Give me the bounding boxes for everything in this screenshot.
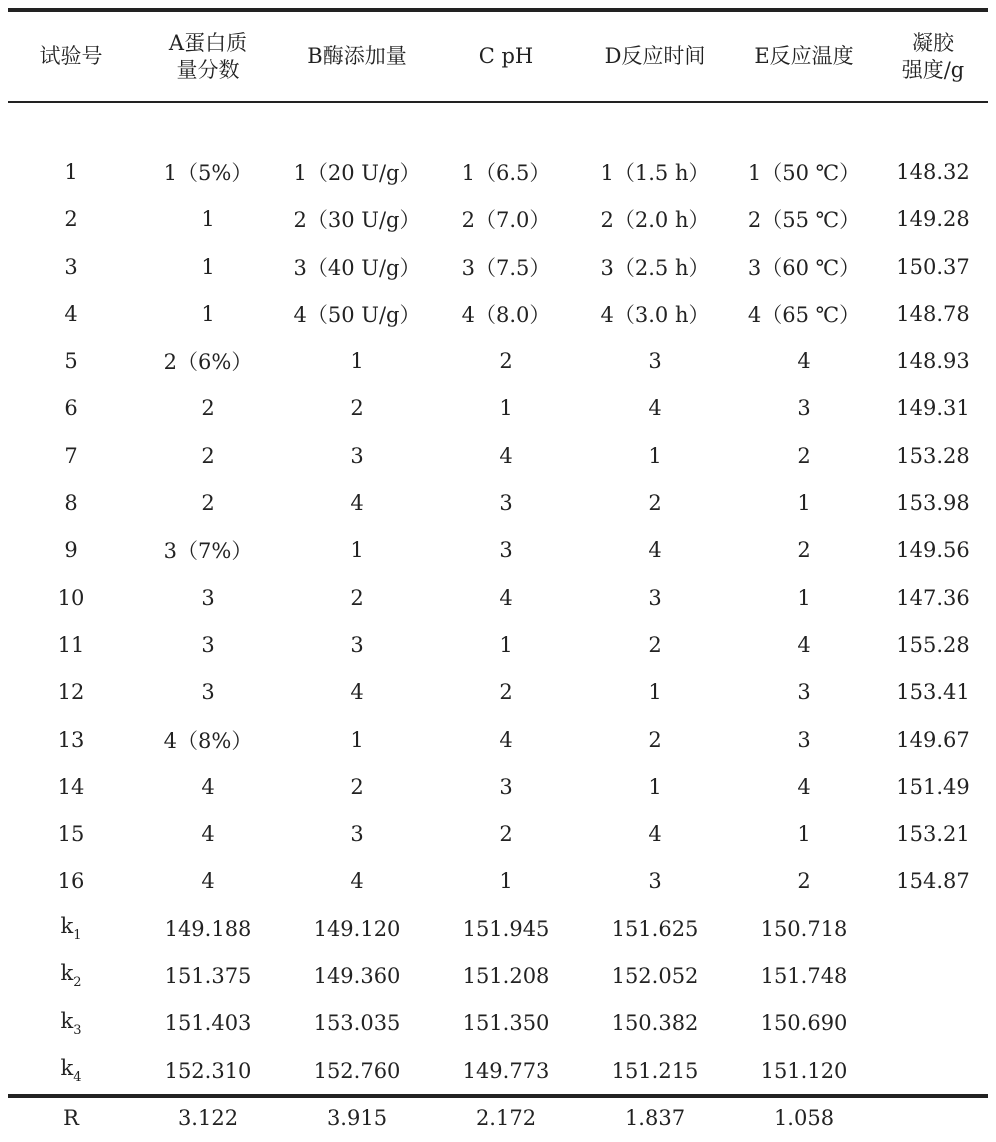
table-cell: 3（40 U/g） xyxy=(293,255,421,280)
table-cell: 3 xyxy=(499,538,513,563)
summary-label xyxy=(8,952,134,999)
summary-cell: 3.915 xyxy=(326,1105,388,1130)
table-cell: 4（65 ℃） xyxy=(747,302,861,327)
table-cell: 1 xyxy=(64,159,78,184)
table-cell: 153.98 xyxy=(896,491,970,516)
table-cell: 151.49 xyxy=(896,774,970,799)
summary-cell: 151.350 xyxy=(462,1011,550,1036)
table-cell: 4 xyxy=(797,632,811,657)
table-cell: 4 xyxy=(350,680,364,705)
summary-cell: 151.748 xyxy=(760,963,848,988)
table-row xyxy=(8,337,988,384)
table-row xyxy=(8,196,988,243)
summary-empty-cell xyxy=(878,1000,988,1047)
table-cell: 149.56 xyxy=(896,538,970,563)
table-cell: 14 xyxy=(57,774,85,799)
summary-cell: 152.760 xyxy=(313,1058,401,1083)
summary-label xyxy=(8,1000,134,1047)
table-row xyxy=(8,810,988,857)
table-cell: 2（55 ℃） xyxy=(747,208,861,233)
column-header: C pH xyxy=(478,44,534,68)
summary-cell: 149.773 xyxy=(462,1058,550,1083)
table-row xyxy=(8,290,988,337)
table-cell: 3 xyxy=(648,869,662,894)
summary-cell: 152.052 xyxy=(611,963,699,988)
table-row xyxy=(8,574,988,621)
table-cell: 2（2.0 h） xyxy=(600,208,710,233)
table-cell: 6 xyxy=(64,396,78,421)
summary-label xyxy=(8,905,134,952)
table-cell: 2 xyxy=(797,538,811,563)
table-cell: 3 xyxy=(64,254,78,279)
table-cell: 3 xyxy=(201,680,215,705)
table-cell: 12 xyxy=(57,680,85,705)
summary-label-text: R xyxy=(63,1105,79,1130)
table-cell: 1（20 U/g） xyxy=(293,160,421,185)
table-cell: 4 xyxy=(648,396,662,421)
table-cell: 148.78 xyxy=(896,301,970,326)
table-cell: 4 xyxy=(499,443,513,468)
table-cell: 3 xyxy=(499,774,513,799)
table-cell: 155.28 xyxy=(896,632,970,657)
summary-cell: 150.382 xyxy=(611,1011,699,1036)
table-row xyxy=(8,479,988,526)
table-cell: 1（5%） xyxy=(163,160,253,185)
table-cell: 153.41 xyxy=(896,680,970,705)
table-cell: 2 xyxy=(499,822,513,847)
column-header: D反应时间 xyxy=(604,44,706,68)
summary-cell: 153.035 xyxy=(313,1011,401,1036)
table-cell: 4（3.0 h） xyxy=(600,302,710,327)
table-cell: 3 xyxy=(201,585,215,610)
summary-cell: 2.172 xyxy=(475,1105,537,1130)
table-cell: 4 xyxy=(201,774,215,799)
table-row xyxy=(8,669,988,716)
table-cell: 1 xyxy=(648,443,662,468)
table-cell: 7 xyxy=(64,443,78,468)
table-cell: 2 xyxy=(64,207,78,232)
column-header: E反应温度 xyxy=(754,44,854,68)
table-cell: 1 xyxy=(797,585,811,610)
summary-label xyxy=(8,1047,134,1094)
summary-label-text: k xyxy=(60,961,74,986)
table-cell: 2 xyxy=(797,869,811,894)
summary-label-subscript: 4 xyxy=(73,1070,82,1086)
table-cell: 3 xyxy=(350,822,364,847)
table-cell: 2 xyxy=(499,349,513,374)
summary-empty-cell xyxy=(878,952,988,999)
table-cell: 1（6.5） xyxy=(461,160,551,185)
table-cell: 2（6%） xyxy=(163,350,253,375)
summary-cell: 1.837 xyxy=(624,1105,686,1130)
summary-cell: 1.058 xyxy=(773,1105,835,1130)
summary-cell: 151.945 xyxy=(462,916,550,941)
table-header xyxy=(8,12,988,101)
summary-empty-cell xyxy=(878,1047,988,1094)
table-cell: 13 xyxy=(57,727,85,752)
summary-cell: 151.215 xyxy=(611,1058,699,1083)
summary-cell: 151.120 xyxy=(760,1058,848,1083)
table-cell: 11 xyxy=(57,632,85,657)
table-cell: 1（50 ℃） xyxy=(747,160,861,185)
table-cell: 2 xyxy=(350,585,364,610)
table-row xyxy=(8,148,988,195)
table-cell: 2 xyxy=(499,680,513,705)
table-row xyxy=(8,243,988,290)
table-cell: 4 xyxy=(350,491,364,516)
data-table xyxy=(8,12,988,1142)
summary-cell: 151.375 xyxy=(164,963,252,988)
header-row xyxy=(8,12,988,101)
table-cell: 1 xyxy=(350,727,364,752)
table-cell: 3 xyxy=(350,632,364,657)
summary-label-subscript: 2 xyxy=(73,975,82,991)
summary-row xyxy=(8,1047,988,1094)
table-cell: 4 xyxy=(797,349,811,374)
table-cell: 147.36 xyxy=(896,585,970,610)
table-cell: 16 xyxy=(57,869,85,894)
table-cell: 2 xyxy=(350,774,364,799)
summary-row xyxy=(8,952,988,999)
column-header: B酶添加量 xyxy=(307,44,407,68)
summary-label-text: k xyxy=(60,1008,74,1033)
table-cell: 1 xyxy=(648,774,662,799)
table-cell: 148.93 xyxy=(896,349,970,374)
summary-label xyxy=(8,1094,134,1141)
table-cell: 4 xyxy=(499,585,513,610)
table-cell: 15 xyxy=(57,822,85,847)
summary-cell: 149.360 xyxy=(313,963,401,988)
table-cell: 1 xyxy=(499,632,513,657)
table-cell: 8 xyxy=(64,491,78,516)
table-cell: 4（8%） xyxy=(163,728,253,753)
table-cell: 3（60 ℃） xyxy=(747,255,861,280)
table-cell: 1 xyxy=(350,349,364,374)
table-row xyxy=(8,716,988,763)
column-header: 凝胶 强度/g xyxy=(901,30,965,82)
summary-row xyxy=(8,905,988,952)
table-cell: 2 xyxy=(648,632,662,657)
summary-cell: 150.718 xyxy=(760,916,848,941)
table-row xyxy=(8,621,988,668)
table-cell: 4（8.0） xyxy=(461,302,551,327)
table-cell: 9 xyxy=(64,538,78,563)
table-cell: 1 xyxy=(499,396,513,421)
summary-cell: 3.122 xyxy=(177,1105,239,1130)
table-cell: 2（30 U/g） xyxy=(293,208,421,233)
summary-cell: 149.188 xyxy=(164,916,252,941)
table-cell: 1 xyxy=(797,822,811,847)
table-cell: 3 xyxy=(499,491,513,516)
table-cell: 4 xyxy=(648,538,662,563)
table-cell: 4 xyxy=(201,869,215,894)
table-cell: 3 xyxy=(648,585,662,610)
summary-cell: 151.208 xyxy=(462,963,550,988)
table-row xyxy=(8,527,988,574)
summary-label-subscript: 1 xyxy=(73,928,82,944)
table-cell: 1 xyxy=(201,301,215,326)
summary-cell: 150.690 xyxy=(760,1011,848,1036)
table-row xyxy=(8,858,988,905)
column-header: A蛋白质 量分数 xyxy=(168,30,248,82)
header-spacer xyxy=(8,101,988,148)
table-cell: 3 xyxy=(201,632,215,657)
table-cell: 3（7%） xyxy=(163,539,253,564)
table-cell: 154.87 xyxy=(896,869,970,894)
table-cell: 10 xyxy=(57,585,85,610)
table-body xyxy=(8,101,988,1142)
summary-label-text: k xyxy=(60,1056,74,1081)
summary-row xyxy=(8,1094,988,1141)
table-row xyxy=(8,385,988,432)
table-cell: 1（1.5 h） xyxy=(600,160,710,185)
table-row xyxy=(8,432,988,479)
table-cell: 3 xyxy=(648,349,662,374)
table-cell: 4 xyxy=(648,822,662,847)
table-cell: 2 xyxy=(648,727,662,752)
table-cell: 149.28 xyxy=(896,207,970,232)
summary-row xyxy=(8,1000,988,1047)
table-cell: 153.21 xyxy=(896,822,970,847)
table-cell: 149.67 xyxy=(896,727,970,752)
table-cell: 4 xyxy=(201,822,215,847)
table-cell: 2 xyxy=(797,443,811,468)
table-cell: 149.31 xyxy=(896,396,970,421)
table-row xyxy=(8,763,988,810)
table-cell: 2 xyxy=(201,396,215,421)
summary-cell: 149.120 xyxy=(313,916,401,941)
summary-empty-cell xyxy=(878,905,988,952)
table-cell: 148.32 xyxy=(896,159,970,184)
column-header: 试验号 xyxy=(39,44,103,68)
table-cell: 2 xyxy=(648,491,662,516)
summary-label-subscript: 3 xyxy=(73,1022,82,1038)
table-cell: 1 xyxy=(350,538,364,563)
table-cell: 1 xyxy=(201,207,215,232)
table-cell: 1 xyxy=(201,254,215,279)
table-cell: 1 xyxy=(797,491,811,516)
table-cell: 1 xyxy=(499,869,513,894)
table-cell: 3 xyxy=(797,680,811,705)
summary-label-text: k xyxy=(60,914,74,939)
spacer-cell xyxy=(8,101,988,148)
table-cell: 4 xyxy=(350,869,364,894)
table-cell: 1 xyxy=(648,680,662,705)
summary-empty-cell xyxy=(878,1094,988,1141)
table-cell: 4 xyxy=(499,727,513,752)
summary-cell: 151.625 xyxy=(611,916,699,941)
table-cell: 2（7.0） xyxy=(461,208,551,233)
table-cell: 4（50 U/g） xyxy=(293,302,421,327)
table-cell: 4 xyxy=(797,774,811,799)
table-cell: 3 xyxy=(350,443,364,468)
table-cell: 5 xyxy=(64,349,78,374)
table-cell: 153.28 xyxy=(896,443,970,468)
table-cell: 3 xyxy=(797,727,811,752)
table-cell: 3 xyxy=(797,396,811,421)
table-cell: 3（7.5） xyxy=(461,255,551,280)
summary-cell: 151.403 xyxy=(164,1011,252,1036)
table-cell: 3（2.5 h） xyxy=(600,255,710,280)
table-cell: 2 xyxy=(201,443,215,468)
table-cell: 2 xyxy=(201,491,215,516)
summary-cell: 152.310 xyxy=(164,1058,252,1083)
table-cell: 4 xyxy=(64,301,78,326)
table-cell: 2 xyxy=(350,396,364,421)
table-cell: 150.37 xyxy=(896,254,970,279)
